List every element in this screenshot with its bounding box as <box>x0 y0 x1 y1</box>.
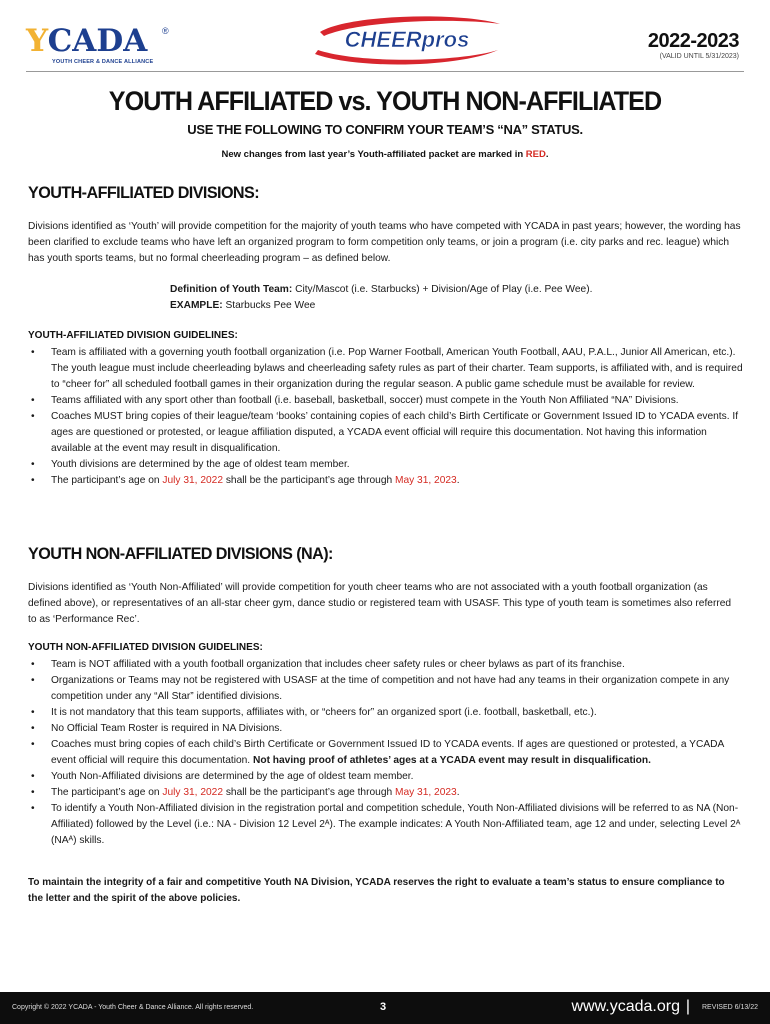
affiliated-guidelines-list <box>28 345 744 489</box>
page-title: YOUTH AFFILIATED vs. YOUTH NON-AFFILIATED <box>108 86 662 116</box>
list-item: • The participant’s age on July 31, 2022 shall be the participant’s age through May 31, 2023. <box>28 473 744 489</box>
nonaffiliated-heading: YOUTH NON-AFFILIATED DIVISIONS (NA): <box>28 544 333 563</box>
revised-date: REVISED 6/13/22 <box>701 1004 758 1011</box>
website-link[interactable]: www.ycada.org <box>571 998 680 1015</box>
list-item: • To identify a Youth Non-Affiliated division in the registration portal and competition schedule, Youth Non-Affiliated divisions will be referred to as NA (Non-Affiliated) followed by the Level (i.e.: NA - Division 12 Level 2ᴬ). The example indicates: A Youth Non-Affiliated team, age 12 and under, selecting Level 2ᴬ (NAᴬ) skills. <box>28 801 744 849</box>
nonaffiliated-intro: Divisions identified as ‘Youth Non-Affiliated’ will provide competition for youth cheer teams who are not associated with a youth football organization (as defined above), or representatives of an all-star cheer gym, dance studio or registered team with USASF. This type of youth team is sometimes also referred to as ‘Performance Rec’. <box>28 582 732 625</box>
youth-team-definition: Definition of Youth Team: City/Mascot (i.e. Starbucks) + Division/Age of Play (i.e. Pee Wee). <box>170 284 593 295</box>
copyright: Copyright © 2022 YCADA - Youth Cheer & Dance Alliance. All rights reserved. <box>12 1004 254 1011</box>
list-item: • It is not mandatory that this team supports, affiliates with, or “cheers for” an organized sport (i.e. football, basketball, etc.). <box>28 705 744 721</box>
affiliated-intro: Divisions identified as ‘Youth’ will provide competition for the majority of youth teams who have competed with YCADA in past years; however, the wording has been clarified to exclude teams who have left an organized program to form competition only teams, or join a program (i.e. city parks and rec. league) which has youth sports teams, but no formal cheerleading program – as defined below. <box>28 221 741 264</box>
valid-until: (VALID UNTIL 5/31/2023) <box>659 53 739 60</box>
footer-separator: | <box>685 998 690 1015</box>
list-item: • Teams affiliated with any sport other than football (i.e. baseball, basketball, soccer) must compete in the Youth Non Affiliated “NA” Divisions. <box>28 393 744 409</box>
list-item: • Youth divisions are determined by the age of oldest team member. <box>28 457 744 473</box>
list-item: • The participant’s age on July 31, 2022 shall be the participant’s age through May 31, 2023. <box>28 785 744 801</box>
svg-text:CHEERpros: CHEERpros <box>344 27 470 52</box>
affiliated-heading: YOUTH-AFFILIATED DIVISIONS: <box>28 183 260 202</box>
list-item: • Organizations or Teams may not be registered with USASF at the time of competition and not have had any teams in their organization compete in any competition under any “All Star” identified divisions. <box>28 673 744 705</box>
affiliated-guidelines-heading: YOUTH-AFFILIATED DIVISION GUIDELINES: <box>28 330 238 341</box>
cheerpros-logo <box>310 12 505 67</box>
changes-note: New changes from last year’s Youth-affiliated packet are marked in RED. <box>221 149 549 160</box>
page-header <box>0 0 770 80</box>
list-item: • Team is affiliated with a governing youth football organization (i.e. Pop Warner Football, American Youth Football, AAU, P.A.L., Junior All American, etc.). The youth league must include cheerleading bylaws and cheerleading safety rules as part of their charter. Team supports, is affiliated with, and is required to “cheer for” all scheduled football games in their organization during the regular season. A public game schedule must be available for review. <box>28 345 744 393</box>
ycada-logo: YCADA ® YOUTH CHEER & DANCE ALLIANCE <box>26 23 169 65</box>
page-footer <box>0 992 770 1024</box>
header-divider <box>26 71 744 72</box>
nonaffiliated-guidelines-list <box>28 657 744 849</box>
list-item: • Youth Non-Affiliated divisions are determined by the age of oldest team member. <box>28 769 744 785</box>
list-item: • Team is NOT affiliated with a youth football organization that includes cheer safety rules or cheer bylaws as part of its franchise. <box>28 657 744 673</box>
page-number: 3 <box>380 1001 387 1013</box>
list-item: • Coaches MUST bring copies of their league/team ‘books’ containing copies of each child’s Birth Certificate or Government Issued ID to YCADA events. If ages are questioned or protested, or league affiliation disputed, a YCADA event official will require this documentation. Not having this information available at the event may result in disqualification. <box>28 409 744 457</box>
list-item: • Coaches must bring copies of each child’s Birth Certificate or Government Issued ID to YCADA events. If ages are questioned or protested, a YCADA event official will require this documentation. Not having proof of athletes’ ages at a YCADA event may result in disqualification. <box>28 737 744 769</box>
youth-team-example: EXAMPLE: Starbucks Pee Wee <box>170 300 316 311</box>
closing-statement: To maintain the integrity of a fair and competitive Youth NA Division, YCADA reserves the right to evaluate a team’s status to ensure compliance to the letter and the spirit of the above policies. <box>28 877 725 904</box>
list-item: • No Official Team Roster is required in NA Divisions. <box>28 721 744 737</box>
season-year: 2022-2023 <box>647 30 739 52</box>
nonaffiliated-guidelines-heading: YOUTH NON-AFFILIATED DIVISION GUIDELINES: <box>28 642 263 653</box>
page-subtitle: USE THE FOLLOWING TO CONFIRM YOUR TEAM’S “NA” STATUS. <box>187 122 583 137</box>
